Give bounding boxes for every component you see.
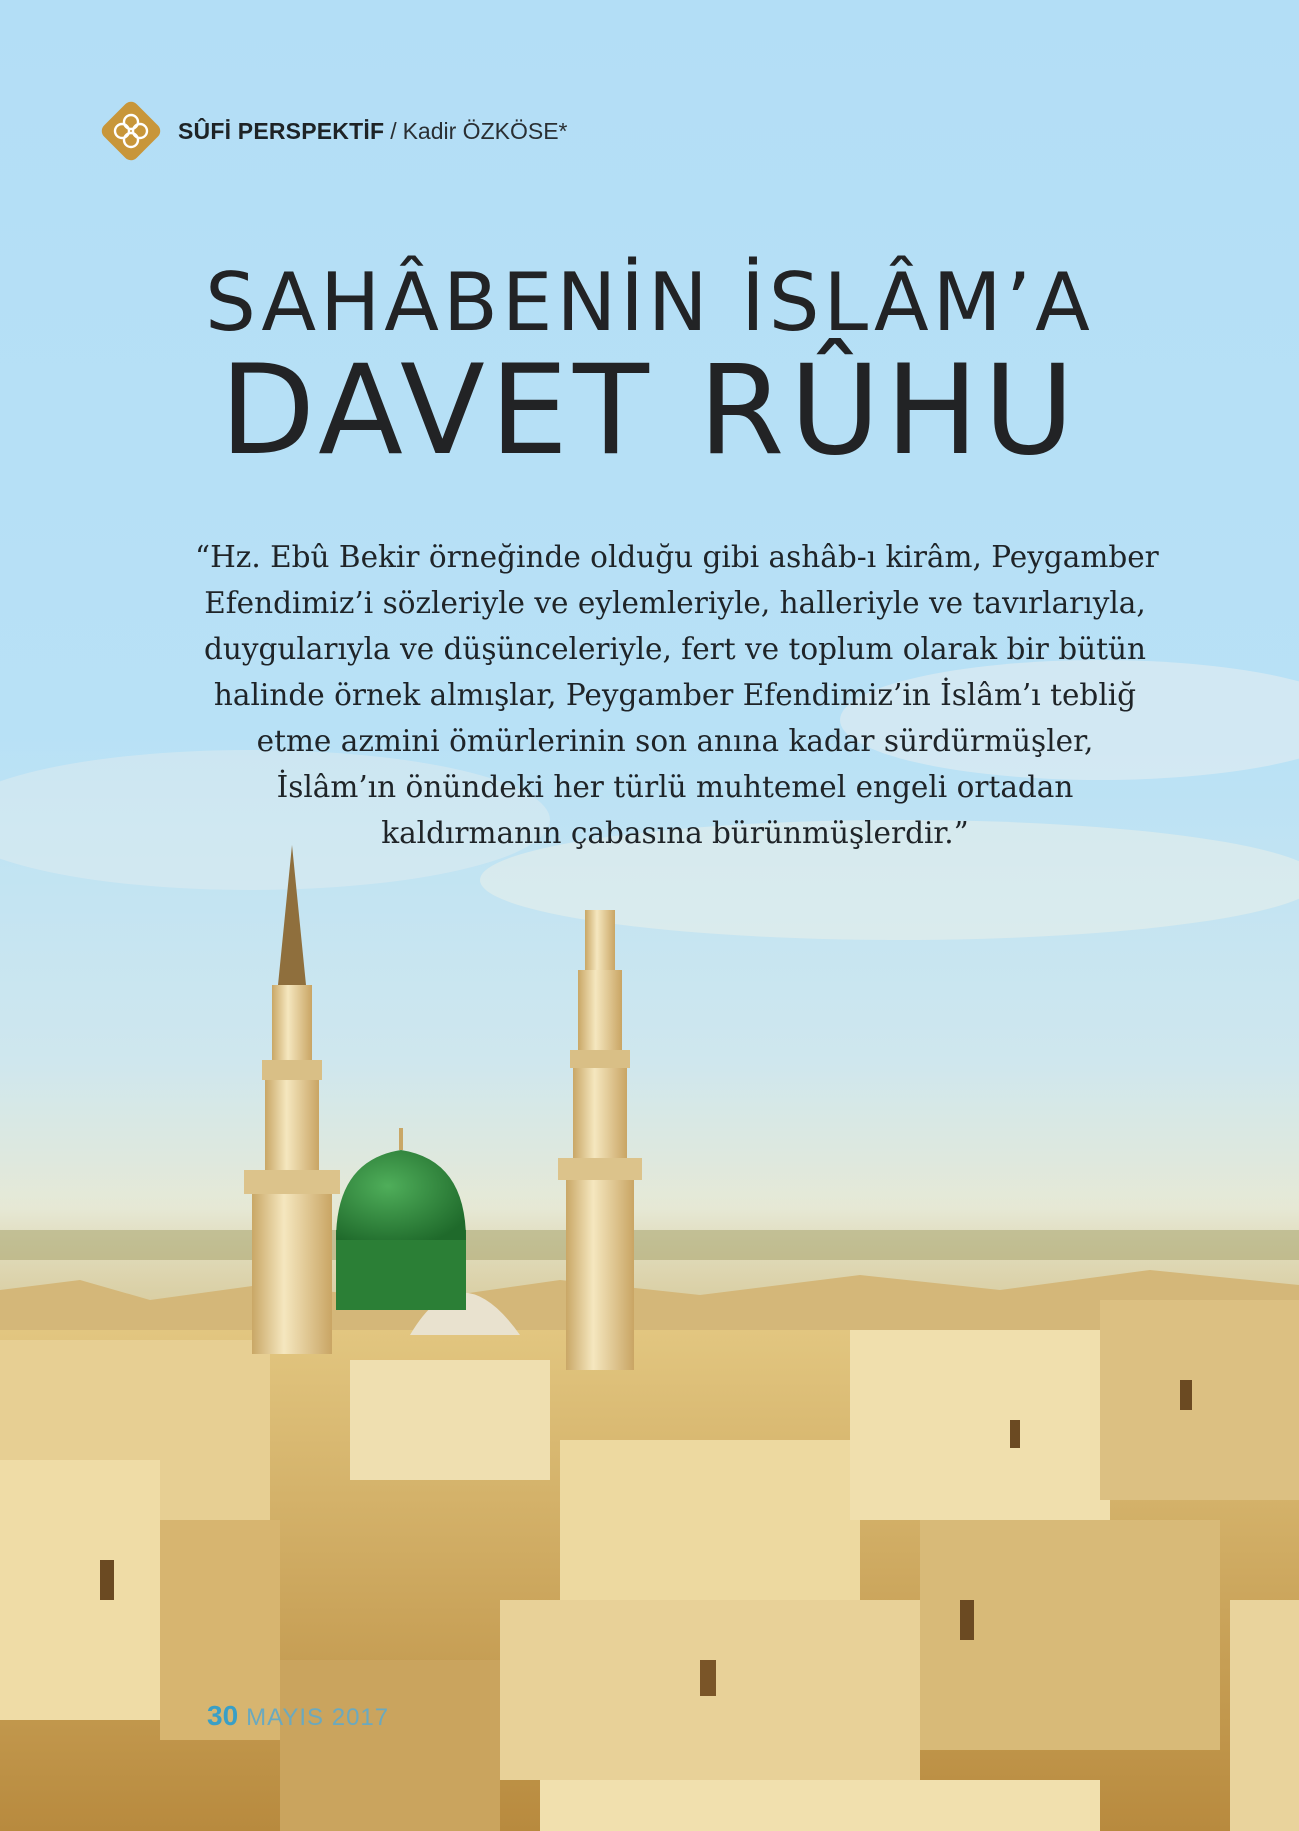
pull-quote <box>195 534 1159 856</box>
page-footer <box>207 1700 389 1732</box>
issue-date: MAYIS 2017 <box>246 1704 390 1731</box>
quote-line: Efendimiz’i sözleriyle ve eylemleriyle, halleriyle ve tavırlarıyla, <box>204 586 1146 620</box>
ornament-diamond-icon <box>96 96 166 166</box>
author-name: Kadir ÖZKÖSE* <box>402 117 568 144</box>
quote-line: “Hz. Ebû Bekir örneğinde olduğu gibi ashâb-ı kirâm, Peygamber <box>195 540 1159 574</box>
article-header <box>96 96 567 166</box>
page-number: 30 <box>207 1700 239 1731</box>
quote-line: halinde örnek almışlar, Peygamber Efendimiz’in İslâm’ı tebliğ <box>213 678 1137 712</box>
quote-line: İslâm’ın önündeki her türlü muhtemel engeli ortadan <box>276 770 1074 804</box>
quote-line: duygularıyla ve düşünceleriyle, fert ve toplum olarak bir bütün <box>203 632 1147 666</box>
section-label: SÛFİ PERSPEKTİF <box>178 117 385 144</box>
title-line-2: DAVET RÛHU <box>219 339 1080 483</box>
title-line-1: SAHÂBENİN İSLÂM’A <box>205 256 1094 349</box>
header-separator: / <box>390 117 397 144</box>
article-title <box>0 255 1299 483</box>
quote-line: etme azmini ömürlerinin son anına kadar sürdürmüşler, <box>256 724 1094 758</box>
quote-line: kaldırmanın çabasına bürünmüşlerdir.” <box>381 816 969 850</box>
